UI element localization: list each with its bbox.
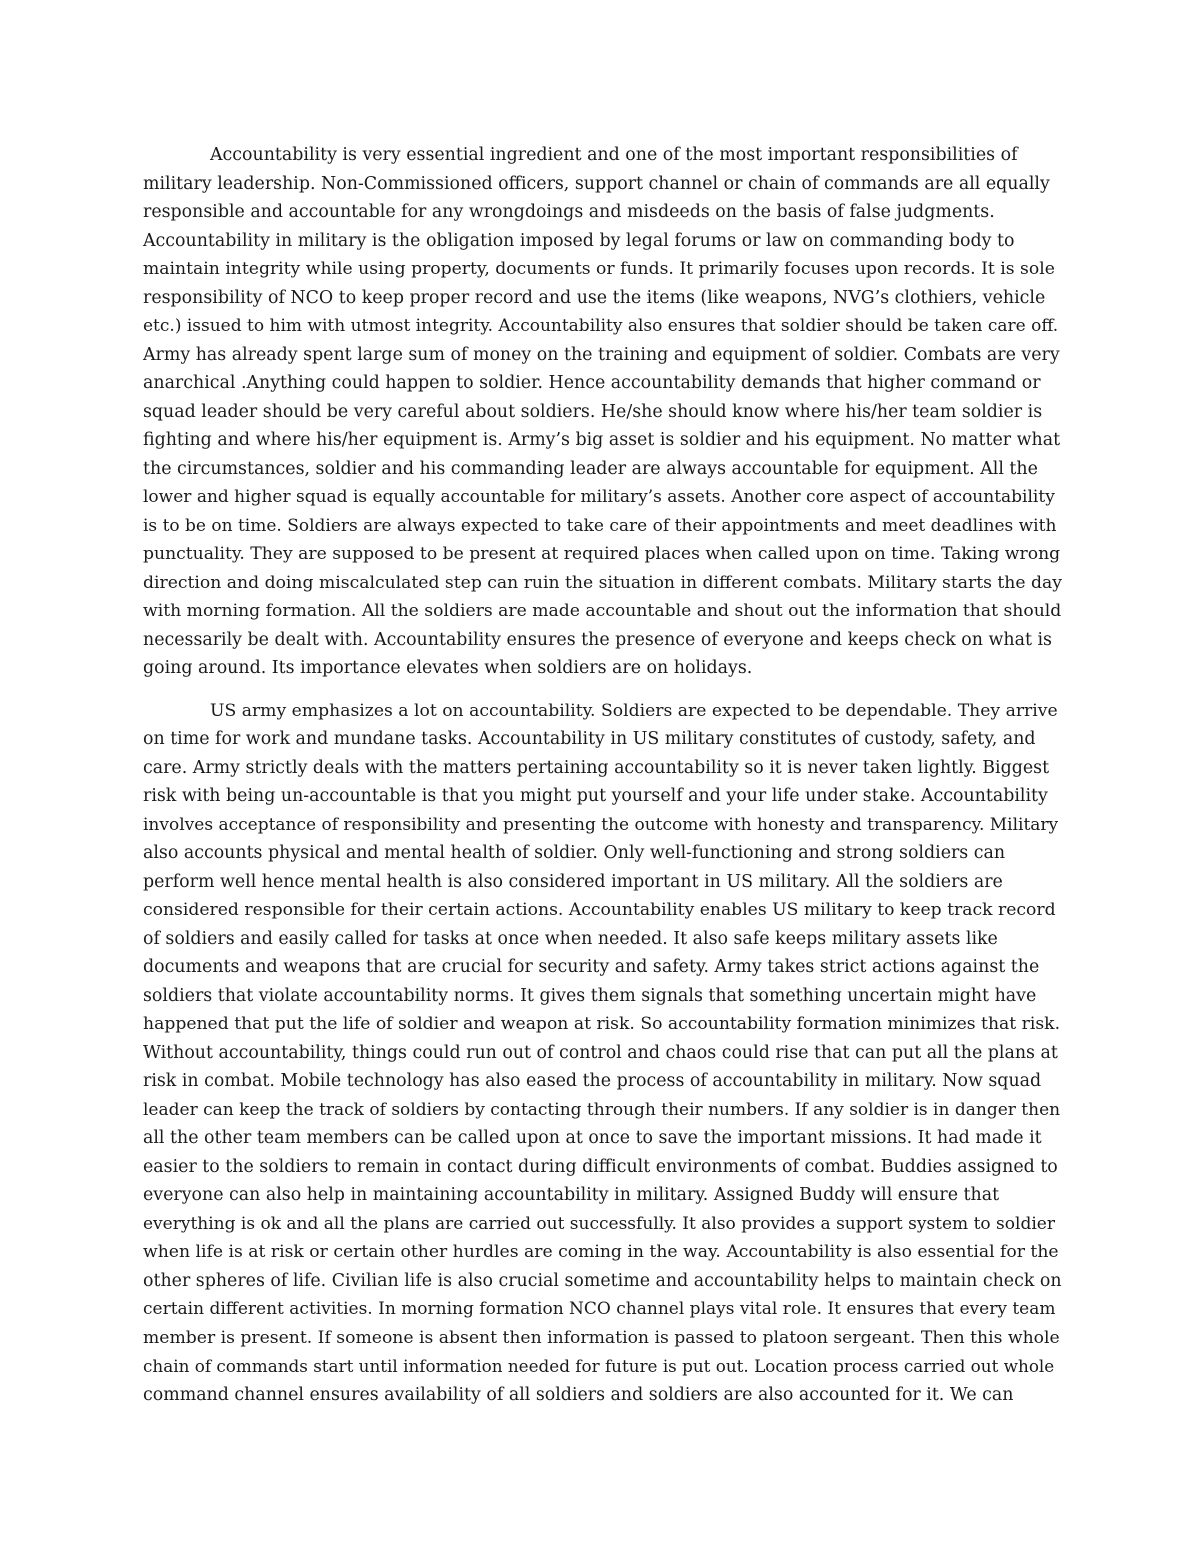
text-line: military leadership. Non-Commissioned officers, support channel or chain of commands are all equally [143,173,1050,194]
text-line: care. Army strictly deals with the matters pertaining accountability so it is never taken lightly. Biggest [143,757,1050,778]
text-line: involves acceptance of responsibility and presenting the outcome with honesty and transparency. Military [143,814,1059,835]
text-line: easier to the soldiers to remain in contact during difficult environments of combat. Buddies assigned to [143,1156,1058,1177]
text-line: the circumstances, soldier and his commanding leader are always accountable for equipment. All the [143,458,1038,479]
text-line: Accountability is very essential ingredient and one of the most important responsibilities of [210,145,1018,165]
text-line: happened that put the life of soldier and weapon at risk. So accountability formation minimizes that risk. [143,1014,1061,1034]
text-line: is to be on time. Soldiers are always expected to take care of their appointments and meet deadlines with [143,515,1057,536]
text-line: risk with being un-accountable is that you might put yourself and your life under stake. Accountability [143,786,1048,806]
text-line: necessarily be dealt with. Accountability ensures the presence of everyone and keeps check on what is [143,629,1052,650]
text-line: on time for work and mundane tasks. Accountability in US military constitutes of custody, safety, and [143,729,1036,749]
text-line: of soldiers and easily called for tasks at once when needed. It also safe keeps military assets like [143,928,998,949]
text-line: soldiers that violate accountability norms. It gives them signals that something uncertain might have [143,985,1037,1006]
text-line: direction and doing miscalculated step can ruin the situation in different combats. Military starts the day [143,572,1062,593]
text-line: anarchical .Anything could happen to soldier. Hence accountability demands that higher command or [143,373,1041,393]
text-line: other spheres of life. Civilian life is also crucial sometime and accountability helps to maintain check on [143,1270,1062,1291]
document-body [143,141,1063,1409]
text-line: US army emphasizes a lot on accountability. Soldiers are expected to be dependable. They arrive [210,700,1058,721]
text-line: squad leader should be very careful about soldiers. He/she should know where his/her team soldier is [143,401,1043,422]
text-line: all the other team members can be called upon at once to save the important missions. It had made it [143,1128,1042,1148]
text-line: etc.) issued to him with utmost integrity. Accountability also ensures that soldier should be taken care off. [143,316,1059,336]
text-line: with morning formation. All the soldiers are made accountable and shout out the information that should [143,601,1062,621]
text-line: punctuality. They are supposed to be present at required places when called upon on time. Taking wrong [143,544,1061,564]
text-line: member is present. If someone is absent then information is passed to platoon sergeant. Then this whole [143,1327,1060,1348]
text-line: leader can keep the track of soldiers by contacting through their numbers. If any soldier is in danger then [143,1099,1061,1120]
text-line: responsibility of NCO to keep proper record and use the items (like weapons, NVG’s clothiers, vehicle [143,287,1046,308]
paragraph-2 [143,697,1063,1410]
text-line: perform well hence mental health is also considered important in US military. All the soldiers are [143,871,1003,892]
text-line: Accountability in military is the obligation imposed by legal forums or law on commanding body to [143,230,1015,251]
text-line: fighting and where his/her equipment is. Army’s big asset is soldier and his equipment. No matter what [143,430,1061,450]
text-line: certain different activities. In morning formation NCO channel plays vital role. It ensures that every team [143,1299,1056,1319]
text-line: lower and higher squad is equally accountable for military’s assets. Another core aspect of accountability [143,487,1055,507]
text-line: going around. Its importance elevates when soldiers are on holidays. [143,658,753,678]
text-line: also accounts physical and mental health of soldier. Only well-functioning and strong soldiers can [143,843,1006,863]
text-line: everything is ok and all the plans are carried out successfully. It also provides a support system to soldier [143,1213,1055,1234]
text-line: Army has already spent large sum of money on the training and equipment of soldier. Combats are very [143,344,1060,365]
text-line: Without accountability, things could run out of control and chaos could rise that can put all the plans at [143,1042,1058,1063]
text-line: everyone can also help in maintaining accountability in military. Assigned Buddy will ensure that [143,1185,1000,1205]
text-line: when life is at risk or certain other hurdles are coming in the way. Accountability is also essential for the [143,1242,1059,1262]
text-line: documents and weapons that are crucial for security and safety. Army takes strict actions against the [143,957,1040,977]
paragraph-1 [143,141,1063,683]
text-line: considered responsible for their certain actions. Accountability enables US military to keep track record [143,900,1056,920]
text-line: command channel ensures availability of all soldiers and soldiers are also accounted for it. We can [143,1384,1014,1405]
text-line: chain of commands start until information needed for future is put out. Location process carried out whole [143,1356,1055,1376]
text-line: risk in combat. Mobile technology has also eased the process of accountability in military. Now squad [143,1071,1042,1091]
text-line: responsible and accountable for any wrongdoings and misdeeds on the basis of false judgments. [143,202,995,222]
text-line: maintain integrity while using property, documents or funds. It primarily focuses upon records. It is sole [143,259,1055,279]
